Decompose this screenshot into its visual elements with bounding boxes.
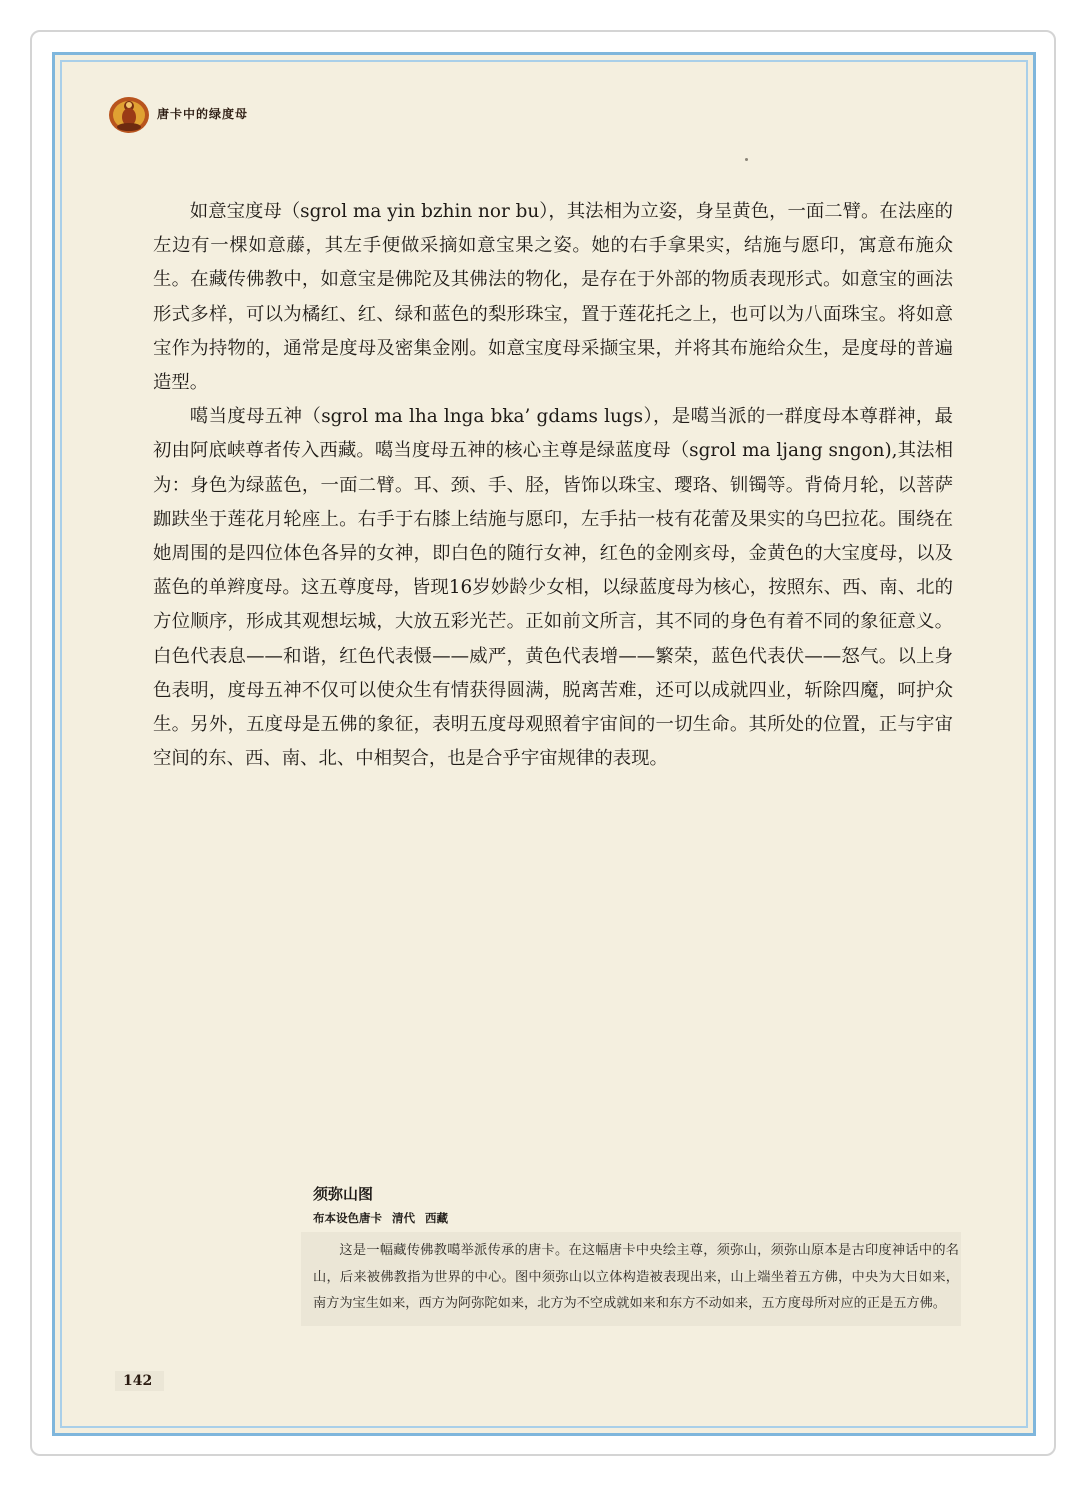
caption-title: 须弥山图 <box>313 1185 374 1203</box>
running-head-title: 唐卡中的绿度母 <box>157 106 249 121</box>
running-header <box>107 91 248 135</box>
caption-subtitle: 布本设色唐卡 清代 西藏 <box>313 1211 449 1225</box>
caption-body <box>301 1232 961 1326</box>
page-number: 142 <box>115 1371 164 1391</box>
book-page <box>52 52 1036 1436</box>
print-speck <box>745 158 748 161</box>
buddha-emblem-icon <box>107 91 151 135</box>
figure-caption <box>301 1183 961 1326</box>
paragraph: 如意宝度母（sgrol ma yin bzhin nor bu），其法相为立姿，身呈黄色，一面二臂。在法座的左边有一棵如意藤，其左手便做采摘如意宝果之姿。她的右手拿果实，结施与愿印，寓意布施众生。在藏传佛教中，如意宝是佛陀及其佛法的物化，是存在于外部的物质表现形式。如意宝的画法形式多样，可以为橘红、红、绿和蓝色的梨形珠宝，置于莲花托之上，也可以为八面珠宝。将如意宝作为持物的，通常是度母及密集金刚。如意宝度母采撷宝果，并将其布施给众生，是度母的普遍造型。 <box>153 201 953 394</box>
main-text <box>153 195 953 776</box>
caption-text: 这是一幅藏传佛教噶举派传承的唐卡。在这幅唐卡中央绘主尊，须弥山，须弥山原本是古印度神话中的名山，后来被佛教指为世界的中心。图中须弥山以立体构造被表现出来，山上端坐着五方佛，中央为大日如来，南方为宝生如来，西方为阿弥陀如来，北方为不空成就如来和东方不动如来，五方度母所对应的正是五方佛。 <box>313 1243 959 1311</box>
paragraph: 噶当度母五神（sgrol ma lha lnga bka’ gdams lugs），是噶当派的一群度母本尊群神，最初由阿底峡尊者传入西藏。噶当度母五神的核心主尊是绿蓝度母（sgrol ma ljang sngon),其法相为：身色为绿蓝色，一面二臂。耳、颈、手、胫，皆饰以珠宝、璎珞、钏镯等。背倚月轮，以菩萨跏趺坐于莲花月轮座上。右手于右膝上结施与愿印，左手拈一枝有花蕾及果实的乌巴拉花。围绕在她周围的是四位体色各异的女神，即白色的随行女神，红色的金刚亥母，金黄色的大宝度母，以及蓝色的单辫度母。这五尊度母，皆现16岁妙龄少女相，以绿蓝度母为核心，按照东、西、南、北的方位顺序，形成其观想坛城，大放五彩光芒。正如前文所言，其不同的身色有着不同的象征意义。白色代表息——和谐，红色代表慑——威严，黄色代表增——繁荣，蓝色代表伏——怒气。以上身色表明，度母五神不仅可以使众生有情获得圆满，脱离苦难，还可以成就四业，斩除四魔，呵护众生。另外，五度母是五佛的象征，表明五度母观照着宇宙间的一切生命。其所处的位置，正与宇宙空间的东、西、南、北、中相契合，也是合乎宇宙规律的表现。 <box>153 406 953 770</box>
